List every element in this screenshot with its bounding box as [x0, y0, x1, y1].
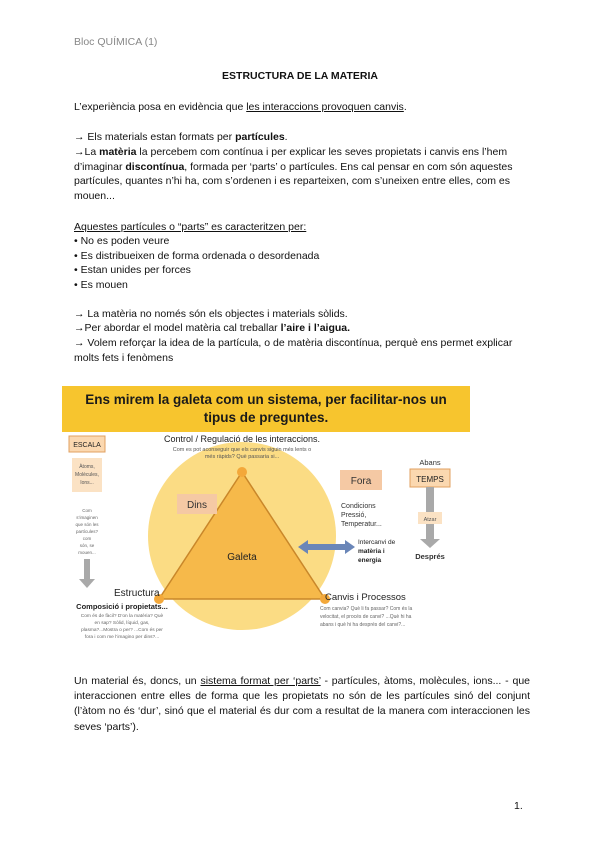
galeta-label: Galeta [227, 552, 257, 563]
paragraph-matter: →La matèria la percebem com contínua i per explicar les seves propietats i canvis ens l’hem d’imaginar discontínua, formada per ‘parts’ o partícules. Ens cal pensar en com són aquestes partícules, quantes n’hi ha, com s’ordenen i es reparteixen, com s’uneixen entre elles, com es mouen... [74, 146, 513, 202]
svg-text:que són les: que són les [75, 522, 99, 527]
paragraph-solids: → La matèria no només són els objectes i materials sòlids. [74, 308, 348, 320]
svg-text:Com: Com [82, 508, 92, 513]
paragraph-discontinuous: → Volem reforçar la idea de la partícula, o de matèria discontínua, perquè ens permet explicar molts fets i fenòmens [74, 337, 513, 364]
list-heading: Aquestes partícules o “parts” es caracteritzen per: [74, 221, 307, 233]
svg-text:Com canvia? Què li fa passar?: Com canvia? Què li fa passar? Com és la [320, 606, 413, 612]
escala-arrow-shaft [84, 559, 90, 579]
svg-text:Condicions: Condicions [341, 503, 376, 510]
list-item: • Estan unides per forces [74, 264, 191, 277]
escala-arrow-down-icon [79, 579, 95, 588]
svg-text:partícules?: partícules? [75, 529, 99, 534]
escala-label: ESCALA [73, 442, 101, 449]
svg-text:Molècules,: Molècules, [75, 472, 99, 478]
paragraph-air-water: →Per abordar el model matèria cal treballar l’aire i l’aigua. [74, 322, 351, 334]
estructura-label: Estructura [114, 588, 160, 599]
despres-label: Després [415, 552, 445, 561]
svg-text:fora i com me l’imagino per di: fora i com me l’imagino per dins?... [84, 635, 160, 640]
dins-label: Dins [186, 500, 208, 511]
svg-text:Temperatur...: Temperatur... [341, 521, 382, 528]
svg-text:plasma?...Mostra o per? ...Com: plasma?...Mostra o per? ...Com és per [81, 628, 163, 633]
galeta-system-diagram [62, 386, 470, 642]
intro-paragraph: L’experiència posa en evidència que les interaccions provoquen canvis. [74, 101, 407, 113]
svg-text:velocitat, el procés de canvi?: velocitat, el procés de canvi? ...Què hi ha [320, 614, 412, 620]
svg-text:mouen...: mouen... [78, 550, 96, 555]
svg-text:Atzar: Atzar [423, 517, 437, 523]
list-item: • Es mouen [74, 278, 128, 291]
temps-arrow-down-icon [420, 539, 440, 548]
control-sub: Com es pot aconseguir que els canvis siguin més lents o [172, 447, 312, 453]
control-title: Control / Regulació de les interaccions. [163, 434, 321, 444]
svg-text:matèria i: matèria i [358, 548, 385, 555]
paragraph-particles: → Els materials estan formats per partícules. [74, 131, 288, 143]
svg-text:energia: energia [358, 557, 382, 564]
svg-text:Com és de fàcil? D’on la matèr: Com és de fàcil? D’on la matèria? Què [80, 614, 164, 619]
svg-text:Àtoms,: Àtoms, [79, 464, 95, 470]
running-header: Bloc QUÍMICA (1) [74, 36, 158, 48]
closing-underlined: sistema format per ‘parts’ [200, 675, 321, 687]
vertex-dot [237, 467, 247, 477]
svg-text:abans i què hi ha després del: abans i què hi ha després del canvi?... [320, 622, 406, 628]
page-number: 1. [514, 800, 523, 812]
list-item: • No es poden veure [74, 235, 170, 247]
control-sub: més ràpids? Què passaria si... [204, 454, 280, 460]
svg-text:en sap? Sòlid, líquid, gas,: en sap? Sòlid, líquid, gas, [94, 621, 150, 626]
svg-text:s’imaginen: s’imaginen [76, 515, 98, 520]
svg-text:Intercanvi de: Intercanvi de [358, 539, 396, 546]
abans-label: Abans [419, 458, 441, 467]
banner-line-1: Ens mirem la galeta com un sistema, per facilitar-nos un [85, 392, 447, 407]
canvis-label: Canvis i Processos [325, 592, 406, 603]
svg-text:com: com [82, 536, 92, 541]
svg-text:Pressió,: Pressió, [341, 512, 367, 519]
fora-label: Fora [350, 476, 372, 487]
svg-text:són, se: són, se [79, 543, 95, 548]
composicio-label: Composició i propietats... [76, 602, 168, 611]
list-item: • Es distribueixen de forma ordenada o desordenada [74, 249, 320, 262]
svg-text:Ions...: Ions... [80, 480, 94, 486]
temps-label: TEMPS [416, 475, 444, 484]
banner-line-2: tipus de preguntes. [203, 410, 329, 425]
bullet-list [74, 234, 530, 292]
closing-paragraph: Un material és, doncs, un sistema format per ‘parts’ - partícules, àtoms, molècules, ions... - que interaccionen entre elles de forma que les propietats no són de les partícules sinó del conjunt (l’àtom no és ‘dur’, sinó que el material és dur com a resultat de la manera com interaccionen les seves ‘parts’). [74, 675, 530, 733]
page-title: ESTRUCTURA DE LA MATERIA [222, 70, 378, 82]
intro-underlined: les interaccions provoquen canvis [246, 101, 404, 113]
